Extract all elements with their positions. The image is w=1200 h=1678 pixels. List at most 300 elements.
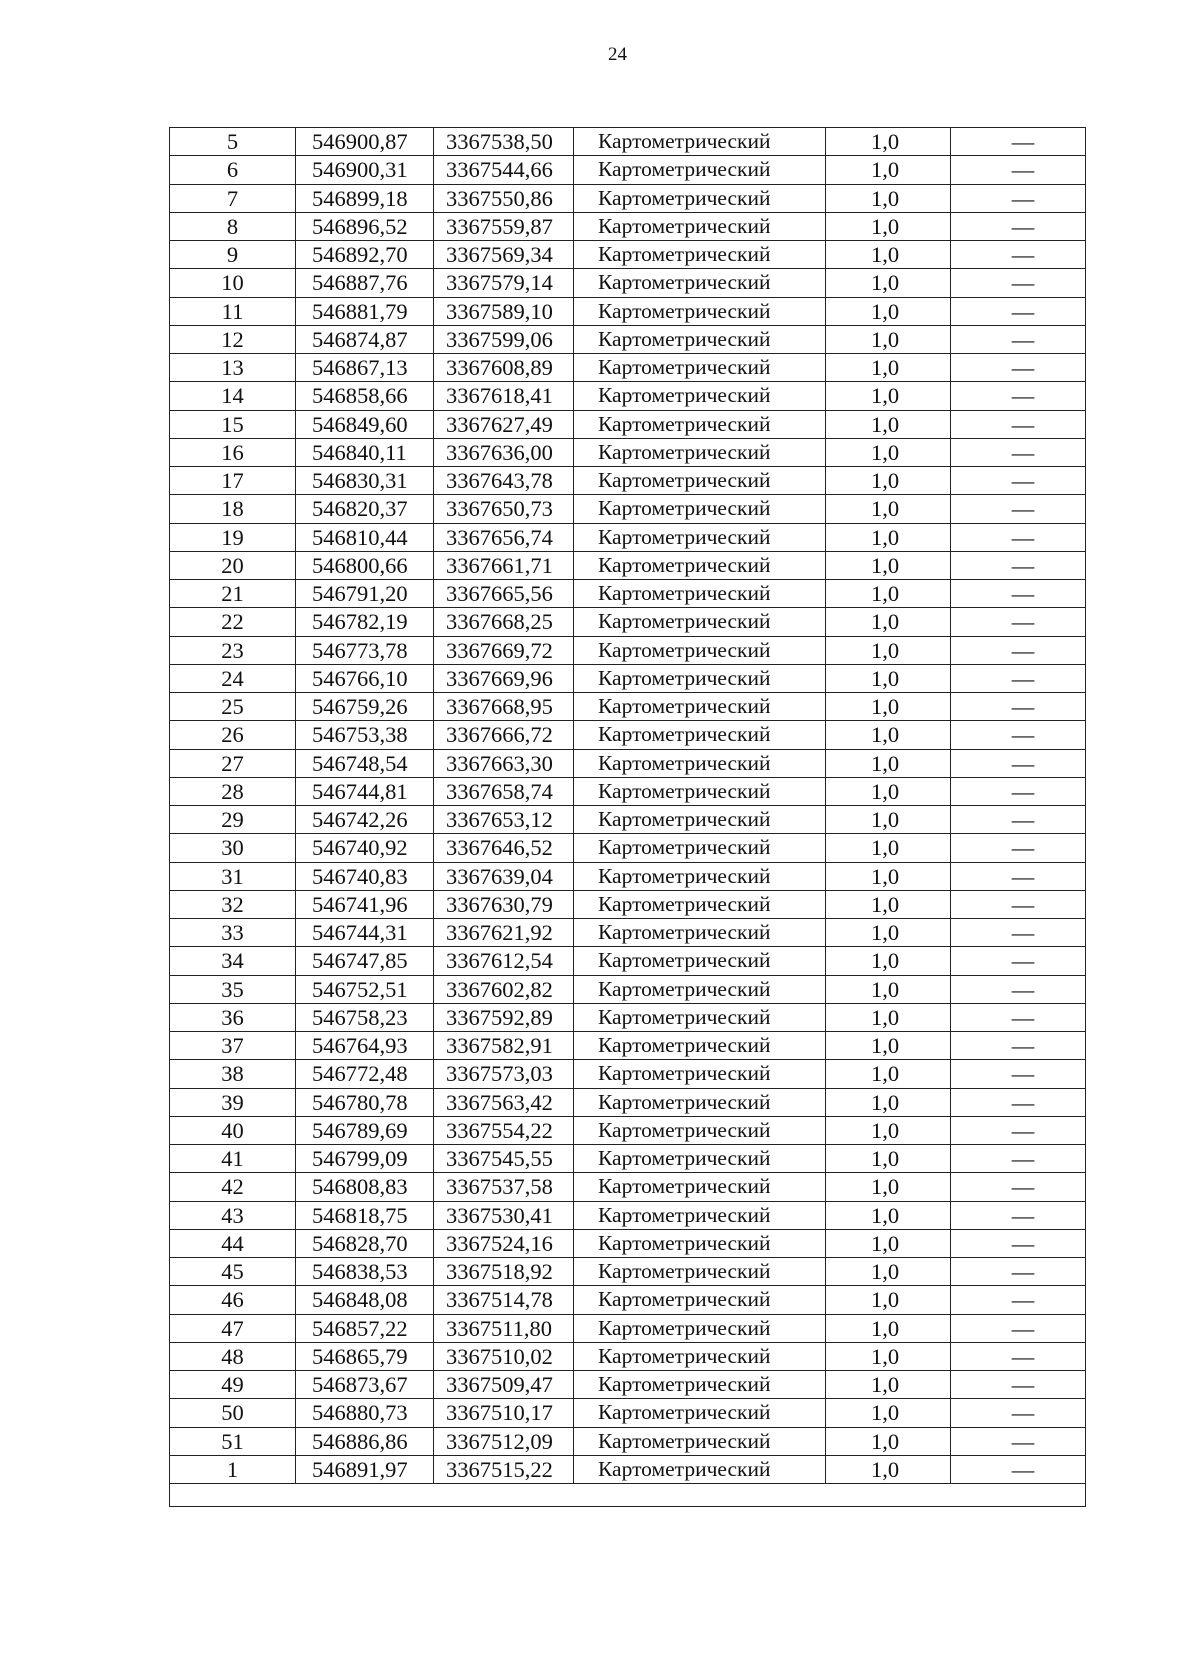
method-cell: Картометрический (574, 890, 826, 918)
y-coordinate-cell: 3367518,92 (434, 1258, 574, 1286)
x-coordinate-cell: 546848,08 (296, 1286, 434, 1314)
x-coordinate-cell: 546791,20 (296, 580, 434, 608)
method-cell: Картометрический (574, 1003, 826, 1031)
point-number-cell: 35 (170, 975, 296, 1003)
accuracy-cell: 1,0 (826, 1229, 951, 1257)
point-number-cell: 5 (170, 128, 296, 156)
y-coordinate-cell: 3367550,86 (434, 184, 574, 212)
description-cell: — (951, 1455, 1086, 1483)
y-coordinate-cell: 3367612,54 (434, 947, 574, 975)
accuracy-cell: 1,0 (826, 1399, 951, 1427)
description-cell: — (951, 325, 1086, 353)
description-cell: — (951, 1342, 1086, 1370)
y-coordinate-cell: 3367643,78 (434, 467, 574, 495)
description-cell: — (951, 128, 1086, 156)
description-cell: — (951, 1314, 1086, 1342)
y-coordinate-cell: 3367627,49 (434, 410, 574, 438)
accuracy-cell: 1,0 (826, 551, 951, 579)
description-cell: — (951, 636, 1086, 664)
y-coordinate-cell: 3367663,30 (434, 749, 574, 777)
point-number-cell: 10 (170, 269, 296, 297)
table-row (170, 721, 1086, 749)
accuracy-cell: 1,0 (826, 184, 951, 212)
description-cell: — (951, 382, 1086, 410)
table-row (170, 806, 1086, 834)
y-coordinate-cell: 3367669,96 (434, 664, 574, 692)
y-coordinate-cell: 3367559,87 (434, 212, 574, 240)
y-coordinate-cell: 3367544,66 (434, 156, 574, 184)
x-coordinate-cell: 546891,97 (296, 1455, 434, 1483)
method-cell: Картометрический (574, 438, 826, 466)
point-number-cell: 46 (170, 1286, 296, 1314)
description-cell: — (951, 551, 1086, 579)
table-row (170, 156, 1086, 184)
accuracy-cell: 1,0 (826, 664, 951, 692)
point-number-cell: 14 (170, 382, 296, 410)
method-cell: Картометрический (574, 862, 826, 890)
blank-footer-row (170, 1484, 1086, 1507)
y-coordinate-cell: 3367602,82 (434, 975, 574, 1003)
table-row (170, 1286, 1086, 1314)
accuracy-cell: 1,0 (826, 467, 951, 495)
accuracy-cell: 1,0 (826, 890, 951, 918)
x-coordinate-cell: 546744,81 (296, 777, 434, 805)
table-row (170, 919, 1086, 947)
y-coordinate-cell: 3367630,79 (434, 890, 574, 918)
y-coordinate-cell: 3367563,42 (434, 1088, 574, 1116)
x-coordinate-cell: 546867,13 (296, 354, 434, 382)
description-cell: — (951, 1173, 1086, 1201)
method-cell: Картометрический (574, 241, 826, 269)
table-row (170, 354, 1086, 382)
table-row (170, 749, 1086, 777)
description-cell: — (951, 721, 1086, 749)
y-coordinate-cell: 3367668,95 (434, 693, 574, 721)
table-row (170, 495, 1086, 523)
accuracy-cell: 1,0 (826, 862, 951, 890)
y-coordinate-cell: 3367509,47 (434, 1371, 574, 1399)
method-cell: Картометрический (574, 1116, 826, 1144)
description-cell: — (951, 975, 1086, 1003)
table-row (170, 1258, 1086, 1286)
method-cell: Картометрический (574, 1145, 826, 1173)
description-cell: — (951, 1371, 1086, 1399)
description-cell: — (951, 664, 1086, 692)
point-number-cell: 1 (170, 1455, 296, 1483)
description-cell: — (951, 919, 1086, 947)
point-number-cell: 27 (170, 749, 296, 777)
x-coordinate-cell: 546742,26 (296, 806, 434, 834)
accuracy-cell: 1,0 (826, 777, 951, 805)
table-row (170, 1003, 1086, 1031)
table-row (170, 212, 1086, 240)
table-row (170, 1201, 1086, 1229)
point-number-cell: 39 (170, 1088, 296, 1116)
table-row (170, 551, 1086, 579)
y-coordinate-cell: 3367639,04 (434, 862, 574, 890)
table-row (170, 382, 1086, 410)
y-coordinate-cell: 3367653,12 (434, 806, 574, 834)
point-number-cell: 32 (170, 890, 296, 918)
x-coordinate-cell: 546789,69 (296, 1116, 434, 1144)
accuracy-cell: 1,0 (826, 608, 951, 636)
x-coordinate-cell: 546818,75 (296, 1201, 434, 1229)
x-coordinate-cell: 546840,11 (296, 438, 434, 466)
method-cell: Картометрический (574, 664, 826, 692)
y-coordinate-cell: 3367621,92 (434, 919, 574, 947)
point-number-cell: 20 (170, 551, 296, 579)
method-cell: Картометрический (574, 325, 826, 353)
table-row (170, 975, 1086, 1003)
method-cell: Картометрический (574, 1032, 826, 1060)
table-row (170, 1371, 1086, 1399)
table-row (170, 523, 1086, 551)
description-cell: — (951, 297, 1086, 325)
table-row (170, 777, 1086, 805)
method-cell: Картометрический (574, 1229, 826, 1257)
x-coordinate-cell: 546773,78 (296, 636, 434, 664)
accuracy-cell: 1,0 (826, 580, 951, 608)
description-cell: — (951, 834, 1086, 862)
y-coordinate-cell: 3367669,72 (434, 636, 574, 664)
point-number-cell: 45 (170, 1258, 296, 1286)
coordinates-table (169, 127, 1086, 1507)
x-coordinate-cell: 546782,19 (296, 608, 434, 636)
accuracy-cell: 1,0 (826, 1116, 951, 1144)
description-cell: — (951, 1003, 1086, 1031)
description-cell: — (951, 777, 1086, 805)
method-cell: Картометрический (574, 806, 826, 834)
table-row (170, 325, 1086, 353)
accuracy-cell: 1,0 (826, 523, 951, 551)
x-coordinate-cell: 546892,70 (296, 241, 434, 269)
method-cell: Картометрический (574, 693, 826, 721)
table-row (170, 410, 1086, 438)
x-coordinate-cell: 546808,83 (296, 1173, 434, 1201)
accuracy-cell: 1,0 (826, 975, 951, 1003)
y-coordinate-cell: 3367658,74 (434, 777, 574, 805)
accuracy-cell: 1,0 (826, 297, 951, 325)
table-row (170, 1342, 1086, 1370)
y-coordinate-cell: 3367608,89 (434, 354, 574, 382)
method-cell: Картометрический (574, 834, 826, 862)
description-cell: — (951, 1258, 1086, 1286)
method-cell: Картометрический (574, 1201, 826, 1229)
description-cell: — (951, 212, 1086, 240)
description-cell: — (951, 693, 1086, 721)
point-number-cell: 24 (170, 664, 296, 692)
x-coordinate-cell: 546849,60 (296, 410, 434, 438)
page-number: 24 (608, 44, 627, 65)
accuracy-cell: 1,0 (826, 636, 951, 664)
accuracy-cell: 1,0 (826, 834, 951, 862)
method-cell: Картометрический (574, 1399, 826, 1427)
blank-footer-cell (170, 1484, 1086, 1507)
y-coordinate-cell: 3367650,73 (434, 495, 574, 523)
table-row (170, 467, 1086, 495)
table-row (170, 1116, 1086, 1144)
y-coordinate-cell: 3367618,41 (434, 382, 574, 410)
description-cell: — (951, 1088, 1086, 1116)
point-number-cell: 43 (170, 1201, 296, 1229)
point-number-cell: 47 (170, 1314, 296, 1342)
accuracy-cell: 1,0 (826, 1342, 951, 1370)
table-row (170, 1455, 1086, 1483)
y-coordinate-cell: 3367545,55 (434, 1145, 574, 1173)
method-cell: Картометрический (574, 1060, 826, 1088)
method-cell: Картометрический (574, 1342, 826, 1370)
point-number-cell: 7 (170, 184, 296, 212)
table-row (170, 1314, 1086, 1342)
accuracy-cell: 1,0 (826, 438, 951, 466)
point-number-cell: 6 (170, 156, 296, 184)
point-number-cell: 8 (170, 212, 296, 240)
y-coordinate-cell: 3367661,71 (434, 551, 574, 579)
point-number-cell: 21 (170, 580, 296, 608)
method-cell: Картометрический (574, 523, 826, 551)
table-row (170, 608, 1086, 636)
accuracy-cell: 1,0 (826, 156, 951, 184)
coordinates-table-body (170, 128, 1086, 1484)
description-cell: — (951, 580, 1086, 608)
method-cell: Картометрический (574, 410, 826, 438)
accuracy-cell: 1,0 (826, 1371, 951, 1399)
description-cell: — (951, 1286, 1086, 1314)
accuracy-cell: 1,0 (826, 947, 951, 975)
method-cell: Картометрический (574, 551, 826, 579)
table-row (170, 1032, 1086, 1060)
description-cell: — (951, 1145, 1086, 1173)
x-coordinate-cell: 546881,79 (296, 297, 434, 325)
y-coordinate-cell: 3367538,50 (434, 128, 574, 156)
y-coordinate-cell: 3367510,17 (434, 1399, 574, 1427)
point-number-cell: 15 (170, 410, 296, 438)
accuracy-cell: 1,0 (826, 1145, 951, 1173)
accuracy-cell: 1,0 (826, 269, 951, 297)
method-cell: Картометрический (574, 1088, 826, 1116)
table-row (170, 693, 1086, 721)
description-cell: — (951, 1399, 1086, 1427)
y-coordinate-cell: 3367511,80 (434, 1314, 574, 1342)
x-coordinate-cell: 546744,31 (296, 919, 434, 947)
accuracy-cell: 1,0 (826, 1201, 951, 1229)
accuracy-cell: 1,0 (826, 128, 951, 156)
description-cell: — (951, 184, 1086, 212)
description-cell: — (951, 354, 1086, 382)
table-row (170, 1229, 1086, 1257)
x-coordinate-cell: 546858,66 (296, 382, 434, 410)
y-coordinate-cell: 3367665,56 (434, 580, 574, 608)
description-cell: — (951, 1229, 1086, 1257)
method-cell: Картометрический (574, 777, 826, 805)
table-row (170, 1060, 1086, 1088)
y-coordinate-cell: 3367569,34 (434, 241, 574, 269)
x-coordinate-cell: 546766,10 (296, 664, 434, 692)
description-cell: — (951, 495, 1086, 523)
point-number-cell: 34 (170, 947, 296, 975)
point-number-cell: 12 (170, 325, 296, 353)
method-cell: Картометрический (574, 947, 826, 975)
x-coordinate-cell: 546820,37 (296, 495, 434, 523)
accuracy-cell: 1,0 (826, 241, 951, 269)
x-coordinate-cell: 546880,73 (296, 1399, 434, 1427)
accuracy-cell: 1,0 (826, 325, 951, 353)
y-coordinate-cell: 3367510,02 (434, 1342, 574, 1370)
x-coordinate-cell: 546900,31 (296, 156, 434, 184)
table-row (170, 128, 1086, 156)
y-coordinate-cell: 3367582,91 (434, 1032, 574, 1060)
accuracy-cell: 1,0 (826, 1427, 951, 1455)
accuracy-cell: 1,0 (826, 806, 951, 834)
x-coordinate-cell: 546772,48 (296, 1060, 434, 1088)
x-coordinate-cell: 546896,52 (296, 212, 434, 240)
description-cell: — (951, 467, 1086, 495)
method-cell: Картометрический (574, 919, 826, 947)
table-row (170, 1427, 1086, 1455)
x-coordinate-cell: 546753,38 (296, 721, 434, 749)
x-coordinate-cell: 546740,83 (296, 862, 434, 890)
accuracy-cell: 1,0 (826, 354, 951, 382)
method-cell: Картометрический (574, 354, 826, 382)
x-coordinate-cell: 546900,87 (296, 128, 434, 156)
method-cell: Картометрический (574, 636, 826, 664)
accuracy-cell: 1,0 (826, 1314, 951, 1342)
point-number-cell: 40 (170, 1116, 296, 1144)
point-number-cell: 36 (170, 1003, 296, 1031)
x-coordinate-cell: 546874,87 (296, 325, 434, 353)
y-coordinate-cell: 3367666,72 (434, 721, 574, 749)
point-number-cell: 25 (170, 693, 296, 721)
table-row (170, 834, 1086, 862)
point-number-cell: 41 (170, 1145, 296, 1173)
y-coordinate-cell: 3367530,41 (434, 1201, 574, 1229)
description-cell: — (951, 523, 1086, 551)
method-cell: Картометрический (574, 749, 826, 777)
y-coordinate-cell: 3367668,25 (434, 608, 574, 636)
y-coordinate-cell: 3367656,74 (434, 523, 574, 551)
description-cell: — (951, 890, 1086, 918)
description-cell: — (951, 438, 1086, 466)
method-cell: Картометрический (574, 580, 826, 608)
description-cell: — (951, 410, 1086, 438)
table-row (170, 862, 1086, 890)
x-coordinate-cell: 546810,44 (296, 523, 434, 551)
method-cell: Картометрический (574, 1314, 826, 1342)
point-number-cell: 18 (170, 495, 296, 523)
point-number-cell: 11 (170, 297, 296, 325)
accuracy-cell: 1,0 (826, 1088, 951, 1116)
accuracy-cell: 1,0 (826, 749, 951, 777)
description-cell: — (951, 947, 1086, 975)
x-coordinate-cell: 546838,53 (296, 1258, 434, 1286)
table-row (170, 241, 1086, 269)
accuracy-cell: 1,0 (826, 919, 951, 947)
point-number-cell: 13 (170, 354, 296, 382)
x-coordinate-cell: 546752,51 (296, 975, 434, 1003)
method-cell: Картометрический (574, 1286, 826, 1314)
method-cell: Картометрический (574, 128, 826, 156)
point-number-cell: 49 (170, 1371, 296, 1399)
y-coordinate-cell: 3367589,10 (434, 297, 574, 325)
x-coordinate-cell: 546857,22 (296, 1314, 434, 1342)
y-coordinate-cell: 3367524,16 (434, 1229, 574, 1257)
point-number-cell: 38 (170, 1060, 296, 1088)
description-cell: — (951, 269, 1086, 297)
method-cell: Картометрический (574, 382, 826, 410)
x-coordinate-cell: 546886,86 (296, 1427, 434, 1455)
accuracy-cell: 1,0 (826, 1455, 951, 1483)
y-coordinate-cell: 3367592,89 (434, 1003, 574, 1031)
accuracy-cell: 1,0 (826, 693, 951, 721)
x-coordinate-cell: 546748,54 (296, 749, 434, 777)
table-row (170, 947, 1086, 975)
y-coordinate-cell: 3367554,22 (434, 1116, 574, 1144)
blank-footer-body (170, 1484, 1086, 1507)
x-coordinate-cell: 546764,93 (296, 1032, 434, 1060)
y-coordinate-cell: 3367515,22 (434, 1455, 574, 1483)
accuracy-cell: 1,0 (826, 1032, 951, 1060)
accuracy-cell: 1,0 (826, 721, 951, 749)
method-cell: Картометрический (574, 608, 826, 636)
table-row (170, 664, 1086, 692)
point-number-cell: 17 (170, 467, 296, 495)
x-coordinate-cell: 546747,85 (296, 947, 434, 975)
table-row (170, 636, 1086, 664)
accuracy-cell: 1,0 (826, 495, 951, 523)
y-coordinate-cell: 3367573,03 (434, 1060, 574, 1088)
y-coordinate-cell: 3367599,06 (434, 325, 574, 353)
description-cell: — (951, 1116, 1086, 1144)
method-cell: Картометрический (574, 1455, 826, 1483)
method-cell: Картометрический (574, 156, 826, 184)
point-number-cell: 44 (170, 1229, 296, 1257)
y-coordinate-cell: 3367636,00 (434, 438, 574, 466)
method-cell: Картометрический (574, 1173, 826, 1201)
x-coordinate-cell: 546887,76 (296, 269, 434, 297)
accuracy-cell: 1,0 (826, 1173, 951, 1201)
description-cell: — (951, 1060, 1086, 1088)
method-cell: Картометрический (574, 467, 826, 495)
y-coordinate-cell: 3367514,78 (434, 1286, 574, 1314)
point-number-cell: 29 (170, 806, 296, 834)
method-cell: Картометрический (574, 269, 826, 297)
x-coordinate-cell: 546741,96 (296, 890, 434, 918)
accuracy-cell: 1,0 (826, 382, 951, 410)
x-coordinate-cell: 546758,23 (296, 1003, 434, 1031)
accuracy-cell: 1,0 (826, 212, 951, 240)
table-row (170, 890, 1086, 918)
point-number-cell: 42 (170, 1173, 296, 1201)
point-number-cell: 28 (170, 777, 296, 805)
point-number-cell: 16 (170, 438, 296, 466)
x-coordinate-cell: 546800,66 (296, 551, 434, 579)
y-coordinate-cell: 3367646,52 (434, 834, 574, 862)
table-row (170, 438, 1086, 466)
description-cell: — (951, 1032, 1086, 1060)
x-coordinate-cell: 546865,79 (296, 1342, 434, 1370)
method-cell: Картометрический (574, 975, 826, 1003)
x-coordinate-cell: 546873,67 (296, 1371, 434, 1399)
description-cell: — (951, 806, 1086, 834)
method-cell: Картометрический (574, 1427, 826, 1455)
y-coordinate-cell: 3367512,09 (434, 1427, 574, 1455)
method-cell: Картометрический (574, 297, 826, 325)
x-coordinate-cell: 546830,31 (296, 467, 434, 495)
y-coordinate-cell: 3367579,14 (434, 269, 574, 297)
description-cell: — (951, 749, 1086, 777)
x-coordinate-cell: 546828,70 (296, 1229, 434, 1257)
x-coordinate-cell: 546799,09 (296, 1145, 434, 1173)
